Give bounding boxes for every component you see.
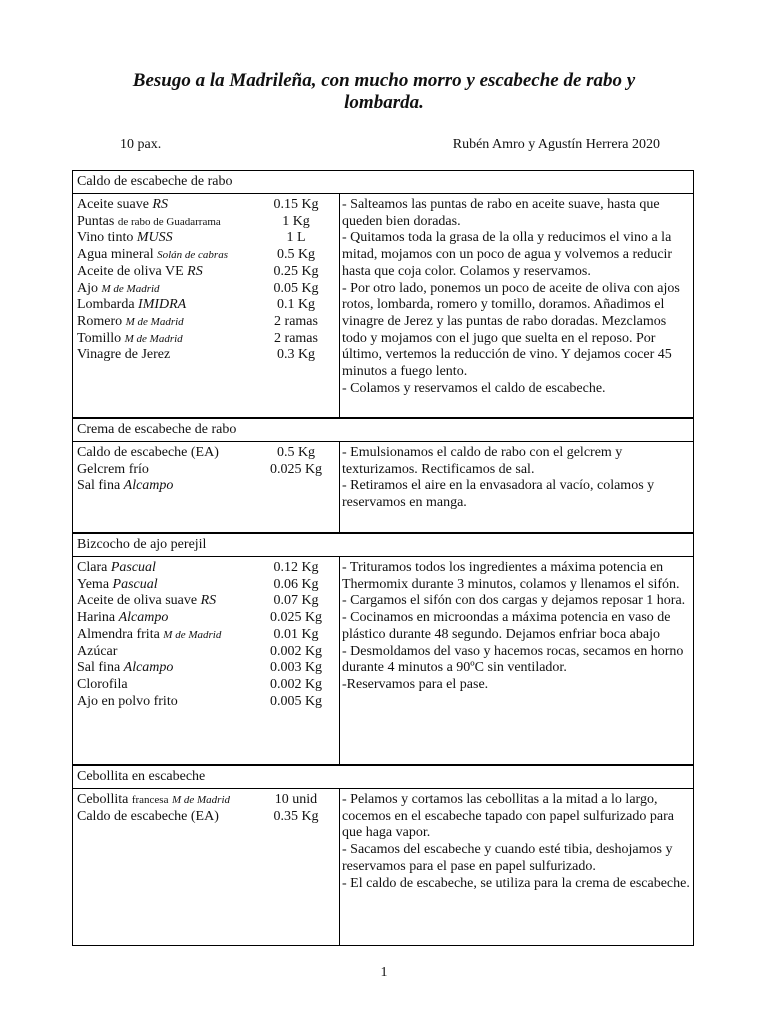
- ingredient-row: [77, 792, 267, 809]
- ingredient-name: Clorofila: [77, 676, 128, 692]
- ingredient-brand: RS: [200, 593, 217, 609]
- section-heading: Bizcocho de ajo perejil: [72, 533, 694, 557]
- step-list: [342, 197, 694, 397]
- ingredient-quantity: 0.3 Kg: [276, 347, 316, 363]
- ingredient-quantity: 0.12 Kg: [273, 560, 319, 575]
- instruction-step: - Colamos y reservamos el caldo de escabeche.: [342, 380, 606, 396]
- section-heading: Crema de escabeche de rabo: [72, 418, 694, 442]
- ingredient-list: [77, 792, 267, 825]
- ingredient-brand: Pascual: [112, 576, 158, 592]
- quantity-list: [267, 792, 325, 825]
- ingredient-name: Puntas: [77, 213, 118, 229]
- ingredient-list: [77, 197, 267, 364]
- ingredient-row: [77, 264, 267, 281]
- ingredient-quantity: 0.1 Kg: [276, 297, 316, 313]
- ingredient-name: Gelcrem frío: [77, 461, 149, 477]
- ingredient-name: Aceite de oliva VE: [77, 263, 188, 279]
- recipe-section: [72, 418, 694, 533]
- ingredient-row: [77, 478, 267, 495]
- ingredient-quantity: 10 unid: [274, 792, 318, 807]
- section-heading: Caldo de escabeche de rabo: [72, 170, 694, 194]
- instruction-step: - Sacamos del escabeche y cuando esté tibia, deshojamos y reservamos para el pase en papel sulfurizado.: [342, 842, 673, 874]
- ingredient-brand: Solán de cabras: [157, 249, 228, 262]
- step-list: [342, 445, 694, 512]
- ingredient-brand: M de Madrid: [163, 628, 222, 641]
- ingredient-brand: RS: [152, 197, 168, 212]
- ingredient-brand: Alcampo: [118, 610, 169, 626]
- ingredient-name: Yema: [77, 576, 113, 592]
- ingredient-quantity: 0.025 Kg: [269, 610, 323, 626]
- ingredient-quantity: [267, 478, 325, 495]
- ingredient-name: Lombarda: [77, 297, 139, 313]
- instruction-step: - El caldo de escabeche, se utiliza para la crema de escabeche.: [342, 875, 690, 891]
- instruction-step: - Quitamos toda la grasa de la olla y reducimos el vino a la mitad, mojamos con un poco de agua y volvemos a reducir hasta que coja color. Colamos y reservamos.: [342, 230, 673, 279]
- ingredient-quantity: 0.5 Kg: [276, 445, 316, 460]
- section-body: [72, 557, 694, 765]
- ingredient-quantity: 0.15 Kg: [273, 197, 319, 212]
- instruction-step: - Salteamos las puntas de rabo en aceite suave, hasta que queden bien doradas.: [342, 197, 660, 229]
- ingredient-brand: Pascual: [110, 560, 156, 575]
- instruction-step: - Por otro lado, ponemos un poco de aceite de oliva con ajos rotos, lombarda, romero y tomillo, doramos. Añadimos el vinagre de Jerez y las puntas de rabo doradas. Mezclamos todo y mojamos con el jugo que suelta en el reposo. Por último, vertemos la reducción de vino. Y dejamos cocer 45 minutos a fuego lento.: [342, 280, 680, 380]
- ingredient-row: [77, 462, 267, 479]
- ingredient-row: [77, 197, 267, 214]
- ingredient-row: [77, 627, 267, 644]
- ingredient-quantity: 2 ramas: [274, 313, 318, 329]
- section-body: [72, 789, 694, 946]
- ingredient-name: Harina: [77, 610, 119, 626]
- ingredient-row: [77, 297, 267, 314]
- ingredient-brand: IMIDRA: [138, 297, 187, 313]
- ingredient-row: [77, 644, 267, 661]
- ingredient-quantity: 2 ramas: [274, 330, 318, 346]
- ingredient-row: [77, 809, 267, 826]
- ingredient-brand: MUSS: [136, 230, 173, 246]
- ingredient-row: [77, 230, 267, 247]
- ingredient-name: Romero: [77, 313, 126, 329]
- ingredient-row: [77, 347, 267, 364]
- section-body: [72, 194, 694, 418]
- ingredient-row: [77, 610, 267, 627]
- ingredient-brand: Alcampo: [123, 660, 174, 676]
- step-list: [342, 792, 694, 892]
- instruction-step: -Reservamos para el pase.: [342, 676, 489, 692]
- ingredient-row: [77, 560, 267, 577]
- ingredient-quantity: 0.5 Kg: [276, 247, 316, 263]
- ingredient-quantity: 0.07 Kg: [273, 593, 319, 609]
- ingredient-row: [77, 247, 267, 264]
- ingredient-name: Clara: [77, 560, 111, 575]
- ingredient-name: Sal fina: [77, 660, 124, 676]
- column-divider: [339, 789, 340, 945]
- ingredient-quantity: 0.05 Kg: [273, 280, 319, 296]
- ingredient-row: [77, 314, 267, 331]
- ingredient-name: Aceite de oliva suave: [77, 593, 201, 609]
- ingredient-brand: M de Madrid: [124, 332, 183, 345]
- ingredient-brand: RS: [187, 263, 203, 279]
- ingredient-brand: Alcampo: [123, 478, 174, 494]
- ingredient-name: Caldo de escabeche (EA): [77, 808, 219, 824]
- ingredient-name: Sal fina: [77, 478, 124, 494]
- section-body: [72, 442, 694, 533]
- ingredient-row: [77, 577, 267, 594]
- column-divider: [339, 442, 340, 532]
- ingredient-brand: M de Madrid: [101, 282, 160, 295]
- ingredient-name: Almendra frita: [77, 626, 164, 642]
- ingredient-list: [77, 560, 267, 710]
- ingredient-name: Cebollita: [77, 792, 132, 807]
- instruction-step: - Trituramos todos los ingredientes a máxima potencia en Thermomix durante 3 minutos, colamos y llenamos el sifón.: [342, 560, 680, 592]
- recipe-section: [72, 765, 694, 946]
- recipe-section: [72, 533, 694, 765]
- ingredient-brand: M de Madrid: [125, 315, 184, 328]
- instruction-step: - Cargamos el sifón con dos cargas y dejamos reposar 1 hora.: [342, 593, 686, 609]
- instruction-step: - Desmoldamos del vaso y hacemos rocas, secamos en horno durante 4 minutos a 90ºC sin ventilador.: [342, 643, 684, 676]
- ingredient-name: Vinagre de Jerez: [77, 347, 171, 363]
- step-list: [342, 560, 694, 694]
- quantity-list: [267, 445, 325, 495]
- ingredient-name: Caldo de escabeche (EA): [77, 445, 219, 460]
- column-divider: [339, 194, 340, 417]
- ingredient-row: [77, 214, 267, 231]
- ingredient-row: [77, 281, 267, 298]
- ingredient-name: Vino tinto: [77, 230, 137, 246]
- ingredient-quantity: 0.005 Kg: [269, 693, 323, 709]
- quantity-list: [267, 197, 325, 364]
- instruction-step: - Cocinamos en microondas a máxima potencia en vaso de plástico durante 48 segundo. Dejamos enfriar boca abajo: [342, 610, 671, 642]
- section-heading: Cebollita en escabeche: [72, 765, 694, 789]
- quantity-list: [267, 560, 325, 710]
- ingredient-name: Tomillo: [77, 330, 125, 346]
- ingredient-note: de rabo de Guadarrama: [117, 215, 221, 228]
- ingredient-row: [77, 445, 267, 462]
- page-number: 1: [380, 965, 388, 980]
- ingredient-row: [77, 694, 267, 711]
- servings: 10 pax.: [120, 137, 162, 152]
- ingredient-name: Ajo: [77, 280, 102, 296]
- ingredient-name: Azúcar: [77, 643, 118, 659]
- ingredient-row: [77, 593, 267, 610]
- ingredient-name: Agua mineral: [77, 247, 158, 263]
- instruction-step: - Retiramos el aire en la envasadora al vacío, colamos y reservamos en manga.: [342, 478, 655, 511]
- column-divider: [339, 557, 340, 764]
- ingredient-quantity: 0.01 Kg: [273, 626, 319, 642]
- instruction-step: - Pelamos y cortamos las cebollitas a la mitad a lo largo, cocemos en el escabeche tapado con papel sulfurizado para que haga vapor.: [342, 792, 674, 841]
- page-title: Besugo a la Madrileña, con mucho morro y escabeche de rabo y lombarda.: [132, 70, 636, 113]
- instruction-step: - Emulsionamos el caldo de rabo con el gelcrem y texturizamos. Rectificamos de sal.: [342, 445, 623, 477]
- ingredient-list: [77, 445, 267, 495]
- ingredient-quantity: 0.002 Kg: [269, 676, 323, 692]
- ingredient-row: [77, 677, 267, 694]
- ingredient-row: [77, 331, 267, 348]
- ingredient-name: Aceite suave: [77, 197, 153, 212]
- ingredient-quantity: 0.025 Kg: [269, 461, 323, 477]
- ingredient-quantity: 0.003 Kg: [269, 660, 323, 676]
- ingredient-quantity: 0.06 Kg: [273, 576, 319, 592]
- ingredient-note: francesa: [131, 794, 169, 806]
- ingredient-quantity: 0.002 Kg: [269, 643, 323, 659]
- ingredient-quantity: 0.35 Kg: [273, 808, 319, 824]
- ingredient-quantity: 0.25 Kg: [273, 263, 319, 279]
- ingredient-name: Ajo en polvo frito: [77, 693, 178, 709]
- recipe-section: [72, 170, 694, 418]
- authors: Rubén Amro y Agustín Herrera 2020: [452, 137, 660, 152]
- ingredient-quantity: 1 Kg: [282, 213, 310, 229]
- ingredient-brand: M de Madrid: [171, 794, 231, 806]
- ingredient-row: [77, 660, 267, 677]
- ingredient-quantity: 1 L: [286, 230, 306, 246]
